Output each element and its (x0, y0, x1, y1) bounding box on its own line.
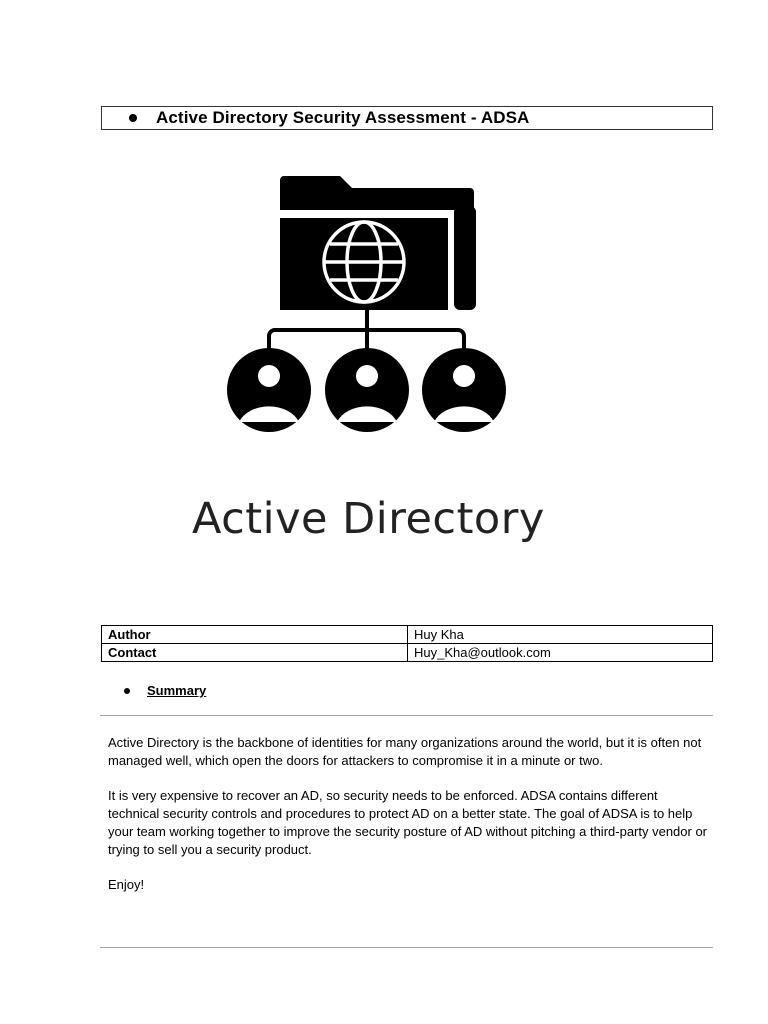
author-value: Huy Kha (408, 626, 713, 644)
contact-value: Huy_Kha@outlook.com (408, 644, 713, 662)
summary-paragraph: Active Directory is the backbone of identities for many organizations around the world, but it is often not managed well, which open the doors for attackers to compromise it in a minute or two. (108, 735, 702, 768)
info-table (101, 625, 713, 662)
summary-heading: Summary (147, 683, 207, 698)
summary-paragraph: It is very expensive to recover an AD, so security needs to be enforced. ADSA contains different technical security controls and procedures to protect AD on a better state. The goal of ADSA is to help your team working together to improve the security posture of AD without pitching a third-party vendor or trying to sell you a security product. (108, 788, 708, 857)
folder-icon (280, 176, 474, 210)
logo-caption: Active Directory (192, 494, 545, 544)
active-directory-logo-icon (222, 170, 512, 440)
summary-heading-row (124, 683, 206, 698)
author-label: Author (102, 626, 408, 644)
users-icon (227, 348, 506, 432)
bullet-icon (124, 688, 130, 694)
document-title: Active Directory Security Assessment - ADSA (156, 108, 530, 127)
bullet-icon (129, 114, 137, 122)
divider (100, 947, 713, 948)
summary-paragraph: Enjoy! (108, 877, 145, 892)
table-row (102, 644, 713, 662)
divider (100, 715, 713, 716)
contact-label: Contact (102, 644, 408, 662)
table-row (102, 626, 713, 644)
summary-body (108, 734, 708, 911)
title-box (101, 106, 713, 130)
